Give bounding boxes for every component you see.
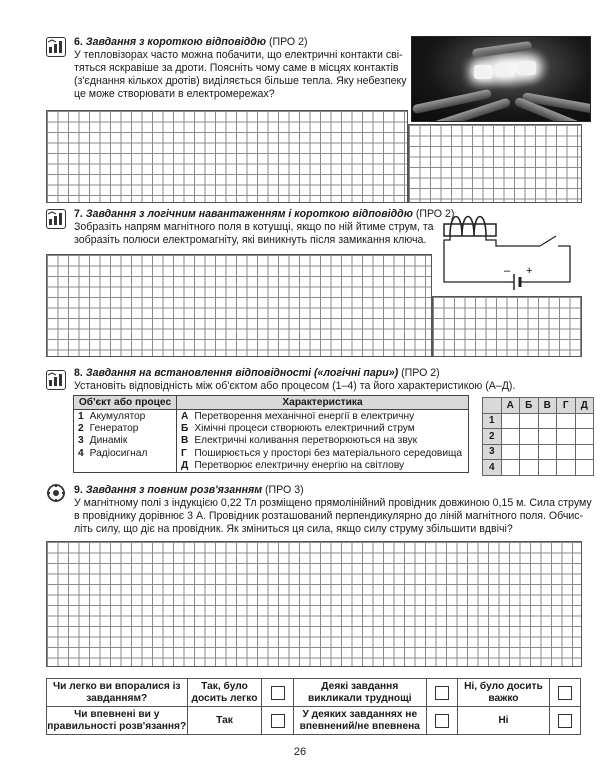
answer-cell[interactable]	[575, 444, 594, 460]
task9-line: літь силу, що діє на провідник. Як зміниться ця сила, якщо силу струму збільшити вдвічі?	[74, 523, 513, 535]
page-number: 26	[293, 746, 307, 758]
right-value: Перетворює електричну енергію на світлову	[190, 460, 468, 473]
eval-question-confidence: Чи впевнені ви у правильності розв'язання?	[47, 707, 188, 735]
task6-level: (ПРО 2)	[268, 36, 308, 48]
right-key: Б	[177, 422, 191, 435]
answer-row-header: 2	[483, 429, 502, 445]
left-value	[86, 460, 177, 473]
answer-col-header: Б	[520, 398, 539, 414]
right-value: Хімічні процеси створюють електричний струм	[190, 422, 468, 435]
checkbox-icon[interactable]	[558, 714, 572, 728]
task6-line: (з'єднання кількох дротів) виділяється більше тепла. Яку небезпеку	[74, 75, 407, 87]
right-key: Д	[177, 460, 191, 473]
eval-checkbox-no[interactable]	[549, 707, 580, 735]
checkbox-icon[interactable]	[271, 714, 285, 728]
left-value: Радіосигнал	[86, 447, 177, 460]
eval-option-hard: Ні, було досить важко	[458, 679, 550, 707]
task9-heading	[74, 484, 304, 497]
matching-task-icon	[46, 370, 66, 390]
task8-title: Завдання на встановлення відповідності («логічні пари»)	[85, 367, 399, 379]
matching-row	[74, 460, 469, 473]
left-value: Генератор	[86, 422, 177, 435]
matching-col-object-header: Об'єкт або процес	[74, 396, 177, 410]
task9-number: 9.	[74, 484, 83, 496]
left-value: Динамік	[86, 435, 177, 448]
answer-cell[interactable]	[538, 444, 557, 460]
answer-cell[interactable]	[538, 460, 557, 476]
task7-heading	[74, 208, 454, 221]
answer-cell[interactable]	[557, 429, 576, 445]
eval-checkbox-yes[interactable]	[262, 707, 293, 735]
eval-checkbox-hard[interactable]	[549, 679, 580, 707]
task7-answer-grid[interactable]	[46, 254, 432, 357]
right-value: Поширюється у просторі без матеріального середовища	[190, 447, 468, 460]
left-key: 2	[74, 422, 86, 435]
short-answer-icon	[46, 37, 66, 57]
battery-plus-sign: +	[526, 265, 533, 277]
eval-option-yes: Так	[187, 707, 262, 735]
matching-table	[73, 395, 469, 473]
right-value: Перетворення механічної енергії в електричну	[190, 410, 468, 423]
eval-option-easy: Так, було досить легко	[187, 679, 262, 707]
task6-answer-grid[interactable]	[46, 110, 408, 203]
task6-title: Завдання з короткою відповіддю	[85, 36, 266, 48]
answer-cell[interactable]	[520, 460, 539, 476]
electromagnet-circuit-diagram	[440, 204, 580, 294]
task9-line: У магнітному полі з індукцією 0,22 Тл розміщено прямолінійний провідник довжиною 0,15 м. Сила струму	[74, 497, 592, 509]
answer-matrix-corner	[483, 398, 502, 414]
matching-row	[74, 422, 469, 435]
eval-option-some-difficult: Деякі завдання викликали труднощі	[293, 679, 426, 707]
eval-checkbox-partial[interactable]	[426, 707, 457, 735]
answer-col-header: Г	[557, 398, 576, 414]
answer-cell[interactable]	[520, 413, 539, 429]
task6-heading	[74, 36, 308, 49]
answer-cell[interactable]	[557, 444, 576, 460]
task8-instruction: Установіть відповідність між об'єктом або процесом (1–4) та його характеристикою (А–Д).	[74, 380, 516, 392]
task9-answer-grid[interactable]	[46, 541, 582, 667]
eval-question-ease: Чи легко ви впоралися із завданням?	[47, 679, 188, 707]
thermal-contacts-photo	[411, 36, 591, 122]
left-key: 3	[74, 435, 86, 448]
checkbox-icon[interactable]	[435, 686, 449, 700]
answer-cell[interactable]	[557, 413, 576, 429]
task7-line: Зобразіть напрям магнітного поля в котушці, якщо по ній йтиме струм, та	[74, 221, 434, 233]
answer-cell[interactable]	[575, 460, 594, 476]
answer-cell[interactable]	[501, 460, 520, 476]
full-solution-icon	[46, 483, 66, 503]
task8-level: (ПРО 2)	[401, 367, 440, 379]
answer-cell[interactable]	[557, 460, 576, 476]
right-key: В	[177, 435, 191, 448]
eval-checkbox-easy[interactable]	[262, 679, 293, 707]
answer-row-header: 1	[483, 413, 502, 429]
eval-option-no: Ні	[458, 707, 550, 735]
task6-text	[74, 49, 407, 101]
answer-cell[interactable]	[538, 429, 557, 445]
battery-minus-sign: –	[504, 265, 511, 277]
answer-row-header: 3	[483, 444, 502, 460]
answer-col-header: А	[501, 398, 520, 414]
matching-col-characteristic-header: Характеристика	[177, 396, 469, 410]
logic-task-icon	[46, 209, 66, 229]
eval-checkbox-some-difficult[interactable]	[426, 679, 457, 707]
left-key	[74, 460, 86, 473]
task9-text	[74, 497, 592, 536]
task7-title: Завдання з логічним навантаженням і короткою відповіддю	[85, 208, 413, 220]
checkbox-icon[interactable]	[271, 686, 285, 700]
answer-col-header: В	[538, 398, 557, 414]
task9-title: Завдання з повним розв'язанням	[85, 484, 263, 496]
task7-text	[74, 221, 434, 247]
answer-row-header: 4	[483, 460, 502, 476]
answer-cell[interactable]	[501, 444, 520, 460]
task7-number: 7.	[74, 208, 83, 220]
task8-heading	[74, 367, 440, 380]
left-key: 4	[74, 447, 86, 460]
checkbox-icon[interactable]	[435, 714, 449, 728]
task6-line: У тепловізорах часто можна побачити, що електричні контакти сві-	[74, 49, 403, 61]
answer-cell[interactable]	[501, 413, 520, 429]
left-value: Акумулятор	[86, 410, 177, 423]
task9-line: в провіднику дорівнює 3 А. Провідник розташований перпендикулярно до ліній магнітного поля. Обчис-	[74, 510, 584, 522]
right-key: А	[177, 410, 191, 423]
task9-level: (ПРО 3)	[265, 484, 304, 496]
task7-level: (ПРО 2)	[415, 208, 455, 220]
answer-matrix	[482, 397, 594, 476]
answer-cell[interactable]	[520, 429, 539, 445]
answer-cell[interactable]	[501, 429, 520, 445]
left-key: 1	[74, 410, 86, 423]
task7-line: зобразіть полюси електромагніту, які виникнуть після замикання ключа.	[74, 234, 427, 246]
task6-answer-grid-lower[interactable]	[408, 124, 582, 203]
task6-line: це може створювати в електромережах?	[74, 88, 275, 100]
answer-cell[interactable]	[538, 413, 557, 429]
matching-row	[74, 410, 469, 423]
right-key: Г	[177, 447, 191, 460]
task8-number: 8.	[74, 367, 83, 379]
answer-cell[interactable]	[520, 444, 539, 460]
matching-row	[74, 435, 469, 448]
task7-answer-grid-lower[interactable]	[432, 296, 582, 357]
self-evaluation-table	[46, 678, 581, 735]
matching-row	[74, 447, 469, 460]
task6-line: тяться яскравіше за дроти. Поясніть чому саме в місцях контактів	[74, 62, 399, 74]
answer-cell[interactable]	[575, 429, 594, 445]
task6-number: 6.	[74, 36, 83, 48]
answer-col-header: Д	[575, 398, 594, 414]
checkbox-icon[interactable]	[558, 686, 572, 700]
right-value: Електричні коливання перетворюються на звук	[190, 435, 468, 448]
answer-cell[interactable]	[575, 413, 594, 429]
eval-option-partial: У деяких завданнях не впевнений/не впевнена	[293, 707, 426, 735]
